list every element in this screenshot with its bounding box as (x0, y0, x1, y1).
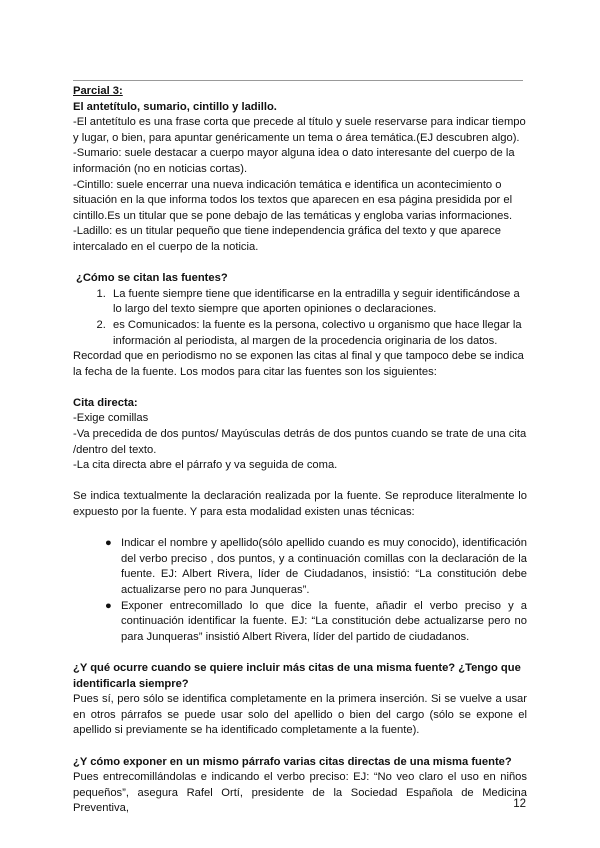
heading-antetitulo: El antetítulo, sumario, cintillo y ladillo. (73, 100, 277, 113)
cita-line: -Exige comillas (73, 412, 149, 425)
numbered-list (73, 287, 527, 349)
cita-line: -Va precedida de dos puntos/ Mayúsculas detrás de dos puntos cuando se trate de una cita /dentro del texto. (73, 428, 527, 456)
cita-line: -La cita directa abre el párrafo y va seguida de coma. (73, 459, 338, 472)
paragraph-sumario: -Sumario: suele destacar a cuerpo mayor alguna idea o dato interesante del cuerpo de la información (no en noticias cortas). (73, 147, 515, 175)
heading-misma-fuente: ¿Y qué ocurre cuando se quiere incluir más citas de una misma fuente? ¿Tengo que identificarla siempre? (73, 661, 521, 690)
bullet-list (73, 536, 527, 645)
section-title: Parcial 3: (73, 85, 123, 97)
bullet-icon: ● (105, 537, 112, 550)
paragraph-misma-fuente: Pues sí, pero sólo se identifica completamente en la primera inserción. Si se vuelve a usar en otros párrafos se puede usar solo del apellido o bien del cargo (sólo se expone el apellido si previamente se ha identificado completamente a la fuente). (73, 693, 527, 737)
paragraph-antetitulo: -El antetítulo es una frase corta que precede al título y suele reservarse para indicar tiempo y lugar, o bien, para apuntar genéricamente un tema o área temática.(EJ descubren algo). (73, 116, 526, 144)
list-item: 2. es Comunicados: la fuente es la persona, colectivo u organismo que hace llegar la información al periodista, al margen de la procedencia originaria de los datos. (109, 318, 527, 349)
paragraph-cintillo: -Cintillo: suele encerrar una nueva indicación temática e identifica un acontecimiento o situación en la que informa todos los textos que aparecen en esa página presidida por el cintillo.Es un titular que se pone debajo de las temáticas y engloba varias informaciones. (73, 178, 513, 222)
paragraph-declaracion: Se indica textualmente la declaración realizada por la fuente. Se reproduce literalmente lo expuesto por la fuente. Y para esta modalidad existen unas técnicas: (73, 490, 527, 519)
document-body (73, 84, 527, 817)
list-item: 1. La fuente siempre tiene que identificarse en la entradilla y seguir identificándose a lo largo del texto siempre que aporten opiniones o declaraciones. (109, 287, 527, 318)
paragraph-ladillo: -Ladillo: es un titular pequeño que tiene independencia gráfica del texto y que aparece intercalado en el cuerpo de la noticia. (73, 225, 501, 253)
heading-fuentes: ¿Cómo se citan las fuentes? (76, 272, 228, 285)
paragraph-mismo-parrafo: Pues entrecomillándolas e indicando el verbo preciso: EJ: “No veo claro el uso en niños pequeños”, asegura Rafel Ortí, presidente de la Sociedad Española de Medicina Preventiva, (73, 771, 527, 815)
page-number: 12 (513, 798, 526, 810)
paragraph-fuentes: Recordad que en periodismo no se exponen las citas al final y que tampoco debe se indica la fecha de la fuente. Los modos para citar las fuentes son los siguientes: (73, 350, 524, 378)
header-rule (73, 80, 523, 81)
list-item: ● Indicar el nombre y apellido(sólo apellido cuando es muy conocido), identificación del verbo preciso , dos puntos, y a continuación comillas con la declaración de la fuente. EJ: Albert Rivera, líder de Ciudadanos, insistió: “La constitución debe actualizarse pero no para Junqueras”. (105, 537, 527, 596)
heading-cita-directa: Cita directa: (73, 396, 138, 409)
list-item: ● Exponer entrecomillado lo que dice la fuente, añadir el verbo preciso y a continuación identificar la fuente. EJ: “La constitución debe actualizarse pero no para Junqueras” insistió Albert Rivera, líder del partido de ciudadanos. (105, 599, 527, 643)
bullet-icon: ● (105, 599, 112, 612)
heading-mismo-parrafo: ¿Y cómo exponer en un mismo párrafo varias citas directas de una misma fuente? (73, 755, 512, 768)
